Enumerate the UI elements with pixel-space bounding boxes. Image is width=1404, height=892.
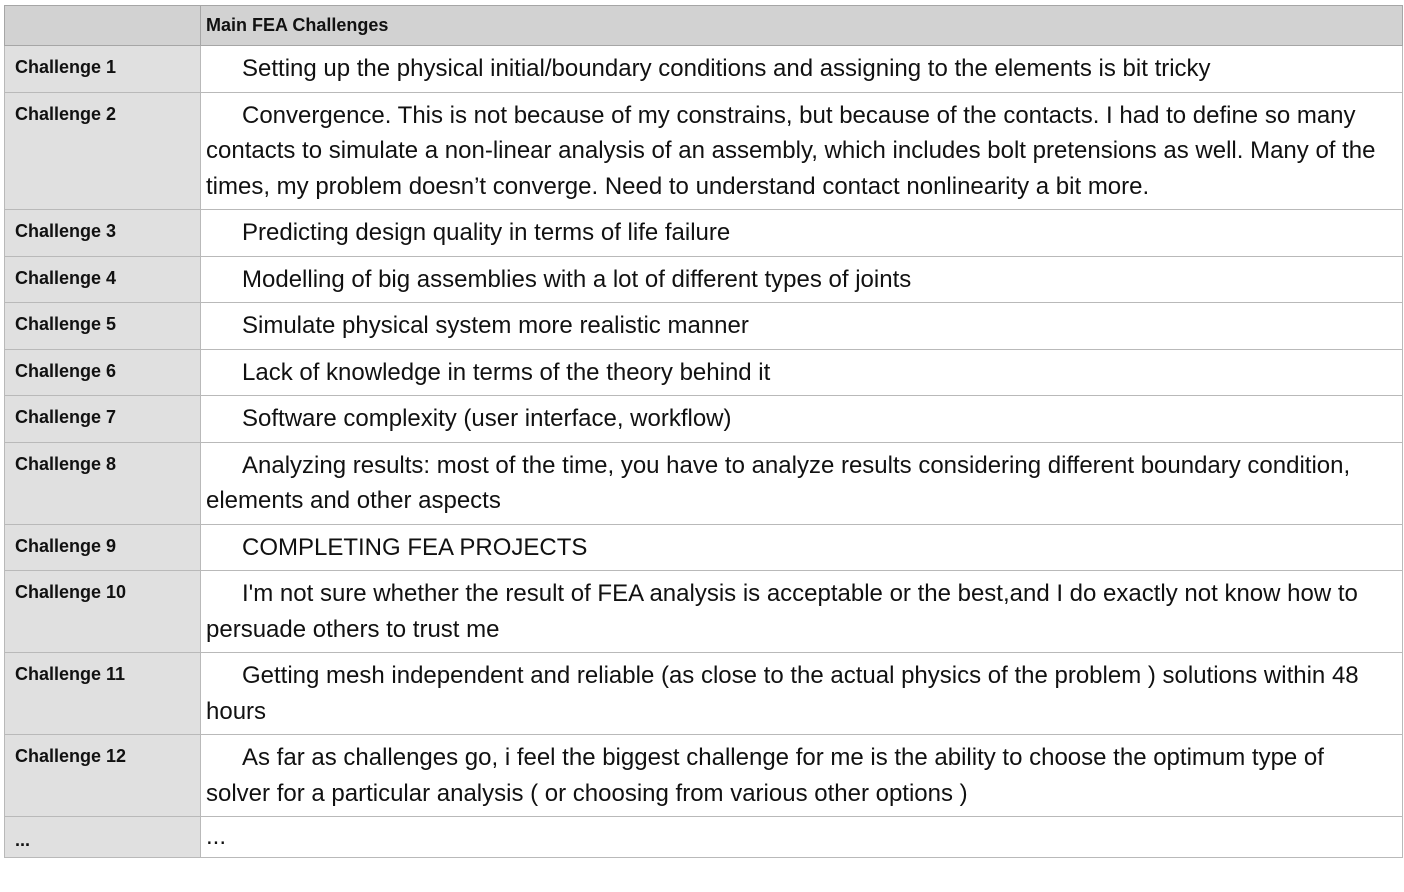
cell-text: As far as challenges go, i feel the biggest challenge for me is the ability to choose the optimum type of solver for a particular analysis ( or choosing from various other options ): [206, 744, 1324, 807]
cell-text: Simulate physical system more realistic manner: [242, 312, 749, 339]
row-cell: [201, 349, 1403, 396]
header-row: [5, 6, 1403, 46]
cell-text: Convergence. This is not because of my constrains, but because of the contacts. I had to define so many contacts to simulate a non-linear analysis of an assembly, which includes bolt pretensions as well. Many of the times, my problem doesn’t converge. Need to understand contact nonlinearity a bit more.: [206, 101, 1376, 200]
table-row: [5, 46, 1403, 93]
row-label: Challenge 11: [5, 653, 201, 735]
table-row: [5, 735, 1403, 817]
row-cell: [201, 303, 1403, 350]
row-label: Challenge 5: [5, 303, 201, 350]
cell-text: Analyzing results: most of the time, you have to analyze results considering different boundary condition, elements and other aspects: [206, 451, 1351, 514]
cell-text: Setting up the physical initial/boundary conditions and assigning to the elements is bit tricky: [242, 55, 1211, 82]
table-row: [5, 349, 1403, 396]
row-label: ...: [5, 817, 201, 858]
table-row: [5, 256, 1403, 303]
row-cell: [201, 442, 1403, 524]
row-label: Challenge 7: [5, 396, 201, 443]
row-label: Challenge 3: [5, 210, 201, 257]
cell-text: ...: [206, 823, 227, 850]
cell-text: I'm not sure whether the result of FEA analysis is acceptable or the best,and I do exactly not know how to persuade others to trust me: [206, 580, 1358, 643]
row-cell: [201, 735, 1403, 817]
table-row: [5, 571, 1403, 653]
table-row: [5, 92, 1403, 210]
cell-text: COMPLETING FEA PROJECTS: [242, 533, 588, 561]
row-label: Challenge 12: [5, 735, 201, 817]
column-header-main-fea-challenges: Main FEA Challenges: [201, 6, 1403, 46]
table-row: [5, 524, 1403, 571]
row-label: Challenge 10: [5, 571, 201, 653]
cell-text: Lack of knowledge in terms of the theory behind it: [242, 358, 771, 386]
row-label: Challenge 6: [5, 349, 201, 396]
row-cell: [201, 653, 1403, 735]
cell-text: Modelling of big assemblies with a lot of different types of joints: [242, 265, 912, 293]
challenges-table: [4, 5, 1403, 858]
row-label: Challenge 1: [5, 46, 201, 93]
row-cell: [201, 524, 1403, 571]
row-label: Challenge 2: [5, 92, 201, 210]
row-cell: [201, 92, 1403, 210]
cell-text: Software complexity (user interface, workflow): [242, 405, 732, 432]
table-row: [5, 817, 1403, 858]
row-label: Challenge 4: [5, 256, 201, 303]
cell-text: Getting mesh independent and reliable (as close to the actual physics of the problem ) solutions within 48 hours: [206, 662, 1359, 725]
table-row: [5, 210, 1403, 257]
table-row: [5, 653, 1403, 735]
row-cell: [201, 46, 1403, 93]
corner-cell: [5, 6, 201, 46]
row-cell: [201, 817, 1403, 858]
table-row: [5, 303, 1403, 350]
row-cell: [201, 396, 1403, 443]
table-row: [5, 442, 1403, 524]
row-cell: [201, 256, 1403, 303]
cell-text: Predicting design quality in terms of life failure: [242, 219, 731, 246]
challenges-table-container: [4, 5, 1403, 858]
row-cell: [201, 210, 1403, 257]
row-label: Challenge 8: [5, 442, 201, 524]
row-cell: [201, 571, 1403, 653]
table-row: [5, 396, 1403, 443]
row-label: Challenge 9: [5, 524, 201, 571]
